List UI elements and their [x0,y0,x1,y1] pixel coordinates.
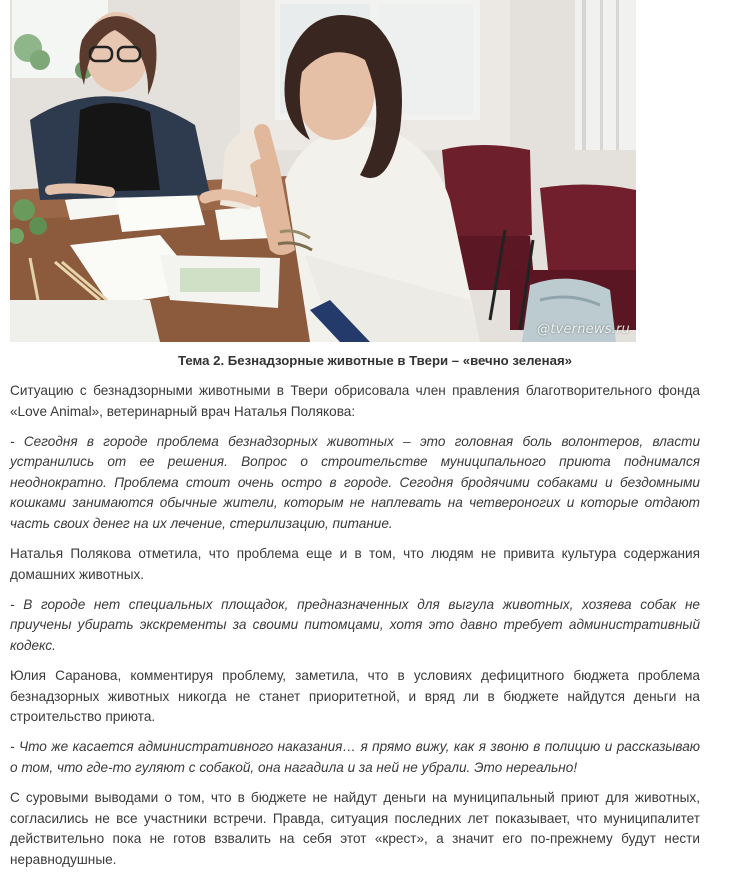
meeting-photo [10,0,636,342]
paragraph-saranova: Юлия Саранова, комментируя проблему, заметила, что в условиях дефицитного бюджета проблема безнадзорных животных никогда не станет приоритетной, и вряд ли в бюджете найдутся деньги на строительство приюта. [10,668,700,725]
quote-walking-areas: - В городе нет специальных площадок, предназначенных для выгула животных, хозяева собак не приучены убирать экскременты за своими питомцами, хотя это давно требует административный кодекс. [10,596,700,654]
quote-polyakova: - Сегодня в городе проблема безнадзорных животных – это головная боль волонтеров, власти устранились от ее решения. Вопрос о строительстве муниципального приюта поднимался неоднократно. Проблема стоит очень остро в городе. Сегодня бродячими собаками и бездомными кошками занимаются обычные жители, которым не наплевать на четвероногих и которые отдают часть своих денег на их лечение, стерилизацию, питание. [10,433,700,532]
article-body [10,381,700,880]
paragraph-culture: Наталья Полякова отметила, что проблема еще и в том, что людям не привита культура содержания домашних животных. [10,546,700,582]
quote-police: - Что же касается административного наказания… я прямо вижу, как я звоню в полицию и рассказываю о том, что где-то гуляют с собакой, она нагадила и за ней не убрали. Это нереально! [10,739,700,775]
paragraph-conclusion: С суровыми выводами о том, что в бюджете не найдут деньги на муниципальный приют для животных, согласились не все участники встречи. Правда, ситуация последних лет показывает, что муниципалитет действительно пока не готов взвалить на себя этот «крест», а значит его по-прежнему будут нести неравнодушные. [10,790,700,867]
photo-caption: Тема 2. Безнадзорные животные в Твери – «вечно зеленая» [178,353,572,368]
photo-watermark: @tvernews.ru [537,322,630,337]
paragraph-intro: Ситуацию с безнадзорными животными в Твери обрисовала член правления благотворительного фонда «Love Animal», ветеринарный врач Наталья Полякова: [10,383,700,419]
